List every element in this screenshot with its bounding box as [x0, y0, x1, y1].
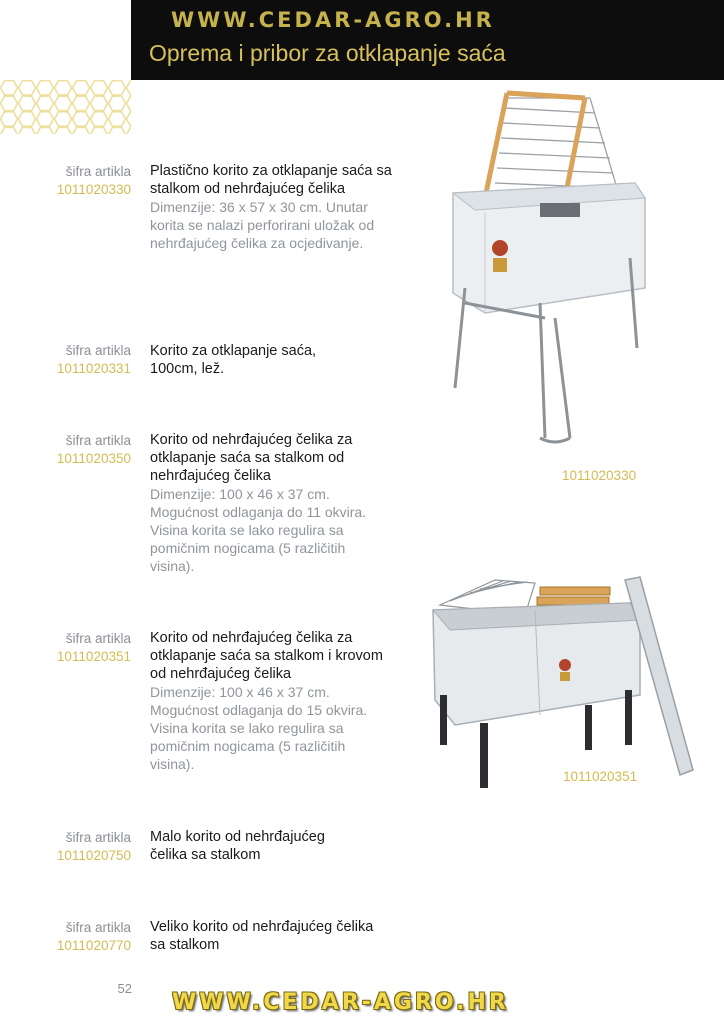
- plastic-uncapping-tub-image: [445, 88, 655, 448]
- product-description-block: [150, 918, 375, 954]
- product-description-block: [150, 828, 365, 864]
- product-code-block: [0, 342, 131, 378]
- product-code: 1011020351: [56, 649, 131, 664]
- code-label: šifra artikla: [65, 433, 131, 448]
- image-code-label: 1011020351: [563, 769, 638, 784]
- product-code: 1011020330: [56, 182, 131, 197]
- product-description-block: [150, 342, 350, 378]
- honeycomb-pattern-icon: [0, 80, 131, 134]
- product-code: 1011020750: [56, 848, 131, 863]
- product-code-block: [0, 919, 131, 955]
- product-code: 1011020770: [56, 938, 131, 953]
- product-description: Dimenzije: 36 x 57 x 30 cm. Unutar korita se nalazi perforirani uložak od nehrđajućeg čelika za ocjedivanje.: [150, 199, 375, 251]
- product-code: 1011020350: [56, 451, 131, 466]
- page-number: 52: [117, 981, 132, 996]
- product-description: Dimenzije: 100 x 46 x 37 cm. Mogućnost odlaganja do 15 okvira. Visina korita se lako regulira sa pomičnim nogicama (5 različitih visina).: [150, 684, 368, 772]
- product-code-block: [0, 630, 131, 666]
- header-bar: [131, 0, 724, 80]
- code-label: šifra artikla: [65, 920, 131, 935]
- code-label: šifra artikla: [65, 164, 131, 179]
- steel-uncapping-tub-image: [425, 575, 700, 795]
- product-title: Korito od nehrđajućeg čelika za otklapanje saća sa stalkom i krovom od nehrđajućeg čelika: [150, 630, 383, 682]
- code-label: šifra artikla: [65, 830, 131, 845]
- product-description: Dimenzije: 100 x 46 x 37 cm. Mogućnost odlaganja do 11 okvira. Visina korita se lako regulira sa pomičnim nogicama (5 različitih visina).: [150, 486, 367, 574]
- product-title: Korito od nehrđajućeg čelika za otklapanje saća sa stalkom od nehrđajućeg čelika: [150, 432, 353, 484]
- product-description-block: [150, 431, 388, 575]
- code-label: šifra artikla: [65, 343, 131, 358]
- product-title: Malo korito od nehrđajućeg čelika sa stalkom: [150, 829, 325, 863]
- product-code-block: [0, 829, 131, 865]
- product-title: Korito za otklapanje saća, 100cm, lež.: [150, 343, 317, 377]
- product-title: Veliko korito od nehrđajućeg čelika sa stalkom: [150, 919, 374, 953]
- product-code-block: [0, 163, 131, 199]
- product-code: 1011020331: [56, 361, 131, 376]
- code-label: šifra artikla: [65, 631, 131, 646]
- product-title: Plastično korito za otklapanje saća sa stalkom od nehrđajućeg čelika: [150, 163, 392, 197]
- page-title: Oprema i pribor za otklapanje saća: [149, 40, 506, 66]
- site-url[interactable]: WWW.CEDAR-AGRO.HR: [171, 8, 495, 32]
- product-description-block: [150, 162, 395, 252]
- product-description-block: [150, 629, 390, 773]
- site-url-footer[interactable]: WWW.CEDAR-AGRO.HR: [172, 990, 509, 1015]
- product-code-block: [0, 432, 131, 468]
- image-code-label: 1011020330: [562, 468, 637, 483]
